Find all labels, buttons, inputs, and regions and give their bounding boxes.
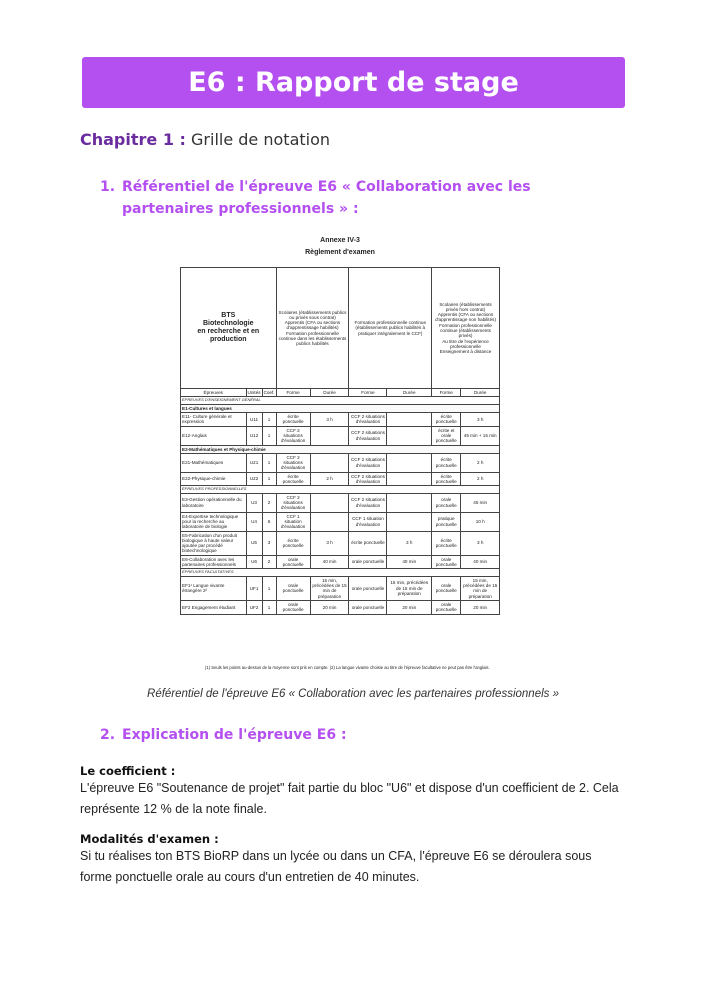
- table-cell: orale ponctuelle: [432, 576, 461, 600]
- table-row: [181, 426, 500, 445]
- table-row: [181, 472, 500, 486]
- modalites-paragraph: Si tu réalises ton BTS BioRP dans un lycée ou dans un CFA, l'épreuve E6 se déroulera sous forme ponctuelle orale au cours d'un entretien de 40 minutes.: [80, 849, 592, 884]
- table-group-header: [181, 268, 500, 389]
- table-cell: orale ponctuelle: [432, 600, 461, 614]
- table-section-label: ÉPREUVES FACULTATIVES: [181, 569, 500, 577]
- table-cell: 20 min: [387, 600, 432, 614]
- table-cell: 15 min, précédées de 15 min de préparation: [461, 576, 500, 600]
- table-cell: CCF 2 situations d'évaluation: [276, 426, 310, 445]
- annexe-title: Annexe IV-3: [320, 237, 360, 244]
- table-cell: 45 min + 15 min: [461, 426, 500, 445]
- table-cell: CCF 1 situation d'évaluation: [276, 512, 310, 531]
- table-cell: orale ponctuelle: [276, 555, 310, 569]
- table-cell: [387, 493, 432, 512]
- table-row: [181, 600, 500, 614]
- table-cell: 1: [262, 426, 276, 445]
- table-cell: [387, 472, 432, 486]
- table-cell: E12-Anglais: [181, 426, 247, 445]
- table-cell: orale ponctuelle: [349, 600, 387, 614]
- column-header: Épreuves: [181, 389, 247, 397]
- table-row: [181, 453, 500, 472]
- table-cell: 3 h: [310, 413, 349, 427]
- table-cell: E21-Mathématiques: [181, 453, 247, 472]
- table-cell: orale ponctuelle: [349, 555, 387, 569]
- table-cell: CCF 2 situations d'évaluation: [350, 473, 385, 484]
- column-header: Durée: [310, 389, 349, 397]
- table-cell: CCF 2 situations d'évaluation: [276, 453, 310, 472]
- table-cell: 15 min, précédées de 15 min de préparation: [310, 576, 349, 600]
- table-cell: écrite ponctuelle: [276, 413, 310, 427]
- table-cell: écrite ponctuelle: [276, 472, 310, 486]
- table-cell: 20 min: [461, 600, 500, 614]
- table-cell: U21: [246, 453, 262, 472]
- table-cell: 10 h: [461, 512, 500, 531]
- table-cell: E5-Fabrication d'un produit biologique à haute valeur ajoutée par procédé biotechnologique: [181, 531, 247, 555]
- table-cell: 3: [262, 531, 276, 555]
- figure-caption: Référentiel de l'épreuve E6 « Collaboration avec les partenaires professionnels »: [147, 688, 559, 700]
- table-cell: orale ponctuelle: [349, 576, 387, 600]
- table-cell: UF1: [246, 576, 262, 600]
- table-subsection-row: [181, 569, 500, 577]
- table-cell: 1: [262, 576, 276, 600]
- table-section-label: ÉPREUVES D'ENSEIGNEMENT GÉNÉRAL: [181, 397, 500, 405]
- table-cell: [310, 512, 349, 531]
- scanned-regulation-document: [170, 235, 510, 680]
- table-cell: 3 h: [461, 531, 500, 555]
- table-cell: 20 min: [310, 600, 349, 614]
- column-header: Forme: [349, 389, 387, 397]
- table-cell: U3: [246, 493, 262, 512]
- chapter-text: Grille de notation: [191, 130, 331, 149]
- table-cell: 3 h: [461, 413, 500, 427]
- table-cell: E22-Physique-chimie: [181, 472, 247, 486]
- section-1-heading: [100, 176, 580, 222]
- section-2-heading: [100, 724, 580, 746]
- table-cell: 40 min: [387, 555, 432, 569]
- column-header: Coef.: [263, 390, 275, 395]
- table-footnote: (1) Seuls les points au-dessus de la moyenne sont pris en compte. (2) La langue vivante choisie au titre de l'épreuve facultative ne peut pas être l'anglais.: [205, 665, 490, 670]
- table-cell: écrite ponctuelle: [432, 531, 461, 555]
- table-cell: E11- Culture générale et expression: [181, 413, 247, 427]
- table-header-row: [181, 389, 500, 397]
- table-cell: U12: [246, 426, 262, 445]
- table-cell: E6-Collaboration avec les partenaires professionnels: [181, 555, 247, 569]
- coefficient-heading: Le coefficient :: [80, 764, 176, 778]
- table-cell: écrite ponctuelle: [432, 413, 461, 427]
- table-cell: 6: [262, 512, 276, 531]
- table-row: [181, 555, 500, 569]
- table-cell: écrite ponctuelle: [349, 531, 387, 555]
- table-cell: 2 h: [461, 453, 500, 472]
- column-header: Durée: [461, 389, 500, 397]
- column-header: Forme: [276, 389, 310, 397]
- table-row: [181, 493, 500, 512]
- table-subsection-row: [181, 486, 500, 494]
- table-row: [181, 413, 500, 427]
- table-cell: 2 h: [310, 472, 349, 486]
- table-cell: orale ponctuelle: [276, 600, 310, 614]
- table-cell: pratique ponctuelle: [432, 512, 461, 531]
- table-cell: CCF 2 situations d'évaluation: [349, 453, 387, 472]
- table-section-label: E2-Mathématiques et Physique-chimie: [181, 445, 500, 453]
- section-2-number: 2.: [100, 727, 116, 743]
- table-subsection-row: [181, 397, 500, 405]
- table-cell: 15 min, précédées de 15 min de préparation: [387, 576, 432, 600]
- page-title: E6 : Rapport de stage: [82, 57, 625, 108]
- table-cell: U6: [246, 555, 262, 569]
- table-cell: 3 h: [387, 531, 432, 555]
- table-cell: EF2 Engagement étudiant: [181, 600, 247, 614]
- table-cell: U22: [246, 472, 262, 486]
- table-cell: CCF 2 situations d'évaluation: [276, 493, 310, 512]
- column-header: Durée: [387, 389, 432, 397]
- column-header: Unités: [247, 390, 261, 395]
- table-cell: 1: [262, 453, 276, 472]
- chapter-label: Chapitre 1 :: [80, 130, 186, 149]
- table-cell: [387, 512, 432, 531]
- table-cell: [310, 426, 349, 445]
- exam-regulation-table: [180, 267, 500, 615]
- section-2-text: Explication de l'épreuve E6 :: [122, 727, 347, 743]
- table-cell: [387, 453, 432, 472]
- chapter-heading: [80, 130, 330, 149]
- table-cell: UF2: [246, 600, 262, 614]
- table-cell: U5: [246, 531, 262, 555]
- table-row: [181, 531, 500, 555]
- section-1-text: Référentiel de l'épreuve E6 « Collaboration avec les partenaires professionnels » :: [122, 179, 531, 217]
- table-cell: E4-Expertise technologique pour la recherche au laboratoire de biologie: [181, 512, 247, 531]
- table-cell: [387, 413, 432, 427]
- table-cell: 2: [262, 555, 276, 569]
- column-group-scolaires-1: Scolaires (établissements publics ou privés sous contrat) Apprentis (CFA ou sections d'apprentissage habilités) Formation professionnelle continue dans les établissements publics habilités: [276, 268, 349, 389]
- table-cell: écrite ponctuelle: [432, 472, 461, 486]
- table-cell: écrite et orale ponctuelle: [432, 426, 461, 445]
- column-header: Forme: [432, 389, 461, 397]
- table-body: [181, 397, 500, 614]
- modalites-heading: Modalités d'examen :: [80, 832, 219, 846]
- table-cell: CCF 2 situations d'évaluation: [350, 414, 385, 425]
- table-cell: écrite ponctuelle: [276, 531, 310, 555]
- table-section-label: ÉPREUVES PROFESSIONNELLES: [181, 486, 500, 494]
- table-cell: 3 h: [310, 531, 349, 555]
- section-1-number: 1.: [100, 179, 116, 195]
- table-cell: 1: [262, 472, 276, 486]
- table-cell: [310, 493, 349, 512]
- table-cell: orale ponctuelle: [432, 555, 461, 569]
- table-cell: 2: [262, 493, 276, 512]
- table-cell: [387, 426, 432, 445]
- reglement-title: Règlement d'examen: [305, 249, 375, 256]
- table-cell: orale ponctuelle: [276, 576, 310, 600]
- bts-header: BTS Biotechnologie en recherche et en production: [181, 268, 277, 389]
- table-cell: 1: [262, 413, 276, 427]
- table-section-row: [181, 445, 500, 453]
- table-row: [181, 576, 500, 600]
- table-cell: écrite ponctuelle: [432, 453, 461, 472]
- column-group-formation-continue: Formation professionnelle continue (établissements publics habilités à pratiquer intégralement le CCF): [349, 268, 432, 389]
- table-cell: EF1¹ Langue vivante étrangère 2²: [181, 576, 247, 600]
- coefficient-paragraph: L'épreuve E6 "Soutenance de projet" fait partie du bloc "U6" et dispose d'un coefficient de 2. Cela représente 12 % de la note finale.: [80, 781, 619, 816]
- table-row: [181, 512, 500, 531]
- table-cell: orale ponctuelle: [432, 493, 461, 512]
- table-cell: 45 min: [461, 493, 500, 512]
- table-cell: E3-Gestion opérationnelle du laboratoire: [181, 493, 247, 512]
- table-cell: CCF 2 situations d'évaluation: [349, 426, 387, 445]
- table-cell: 2 h: [461, 472, 500, 486]
- table-cell: CCF 2 situations d'évaluation: [349, 493, 387, 512]
- table-cell: CCF 1 situation d'évaluation: [349, 512, 387, 531]
- column-group-scolaires-2: Scolaires (établissements privés hors contrat) Apprentis (CFA ou sections d'apprentissage non habilités) Formation professionnelle continue (établissements privés) Au titre de l'expérience professionnelle Enseignement à distance: [432, 268, 500, 389]
- table-cell: U4: [246, 512, 262, 531]
- table-cell: 40 min: [310, 555, 349, 569]
- table-section-label: E1-Cultures et langues: [181, 404, 500, 412]
- table-cell: U11: [246, 413, 262, 427]
- table-cell: [310, 453, 349, 472]
- table-section-row: [181, 404, 500, 412]
- table-cell: 1: [262, 600, 276, 614]
- table-cell: 40 min: [461, 555, 500, 569]
